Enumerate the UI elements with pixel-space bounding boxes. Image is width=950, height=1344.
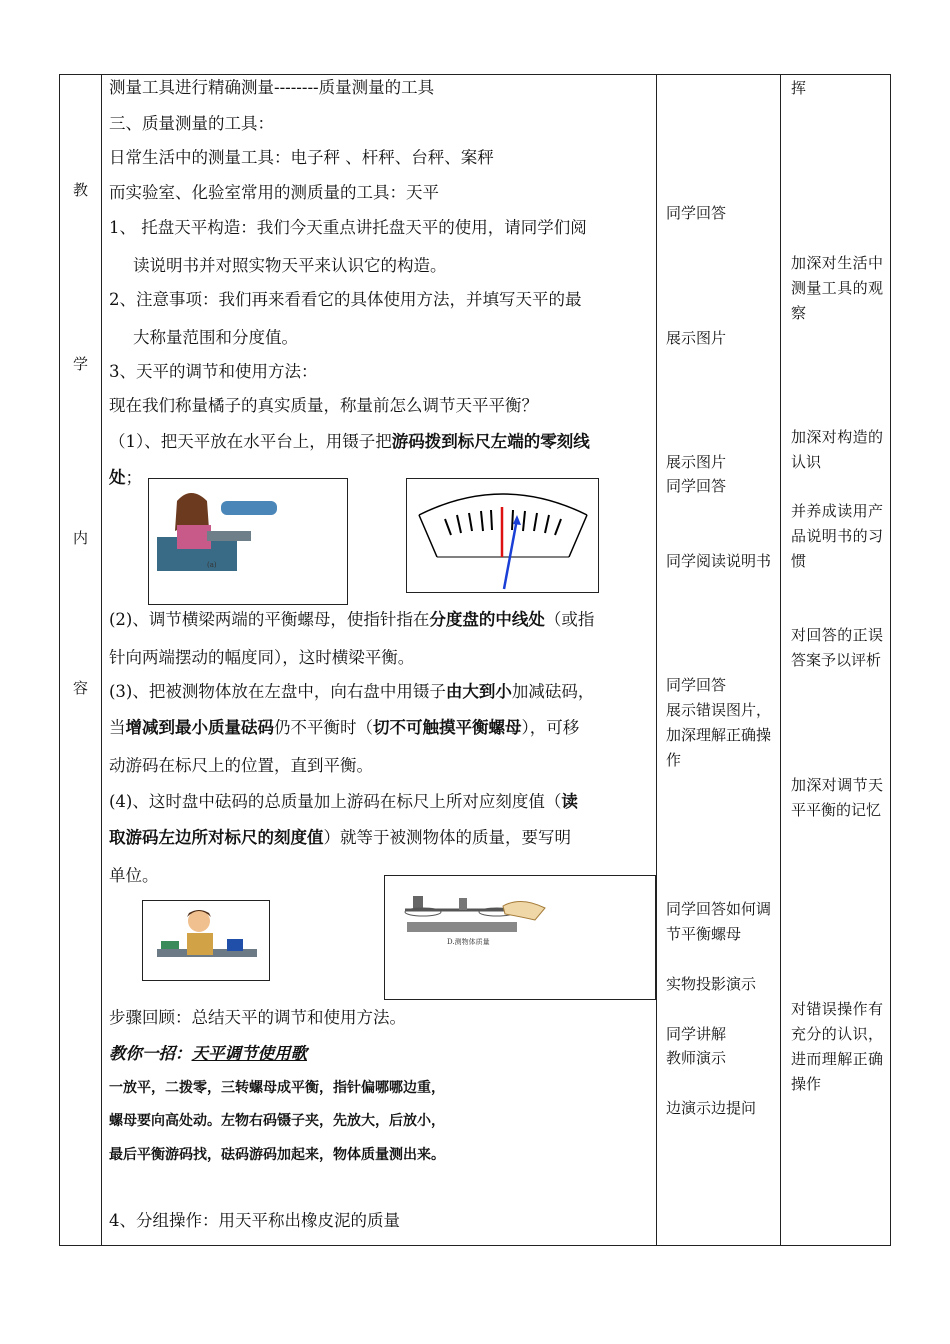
dial-tick [445, 519, 451, 535]
intent-note: 对错误操作有充分的认识，进而理解正确操作 [791, 1000, 883, 1093]
figure-measure-object [384, 875, 656, 1000]
activity-note: 同学回答 [666, 477, 727, 495]
song-verse: 一放平，二拨零，三转螺母成平衡，指针偏哪哪边重， [109, 1080, 445, 1096]
girl-balance-illustration [149, 479, 348, 605]
step-2 [109, 607, 594, 633]
step-4 [109, 789, 578, 815]
pointer-tip [513, 515, 521, 525]
text-span: （或指 [544, 610, 595, 629]
column-divider [780, 75, 781, 1245]
step-3 [109, 679, 594, 705]
figure-dial [406, 478, 599, 593]
boy-balance-illustration [143, 901, 270, 981]
section-label-char: 内 [72, 529, 88, 547]
text-span: 当 [109, 718, 126, 737]
section-heading: 三、质量测量的工具： [109, 114, 274, 133]
emphasis-text: 读 [561, 792, 578, 811]
dial-tick [545, 515, 549, 533]
balance-pillar [459, 898, 467, 910]
text-span: ）就等于被测物体的质量，要写明 [323, 828, 571, 847]
dial-tick [534, 513, 537, 531]
activity-note: 展示图片 [666, 329, 727, 347]
activity-note: 同学讲解 [666, 1025, 727, 1043]
column-divider [656, 75, 657, 1245]
activity-note: 同学回答 [666, 204, 727, 222]
tip-title: 天平调节使用歌 [191, 1044, 307, 1063]
content-line: 日常生活中的测量工具：电子秤 、杆秤、台秤、案秤 [109, 148, 494, 167]
intent-note: 挥 [791, 79, 807, 97]
activity-note: 同学回答 [666, 676, 727, 694]
emphasis-text: 取游码左边所对标尺的刻度值 [109, 828, 324, 847]
blue-book [227, 939, 243, 951]
weight-tray [161, 941, 179, 949]
text-span: ； [125, 468, 142, 487]
song-verse: 螺母要向高处动。左物右码镊子夹，先放大，后放小， [109, 1113, 445, 1129]
activity-note: 边演示边提问 [666, 1099, 757, 1117]
content-line: 大称量范围和分度值。 [133, 328, 298, 347]
hand-with-tweezers [503, 901, 545, 920]
intent-note: 并养成读用产品说明书的习惯 [791, 502, 883, 570]
dial-tick [555, 519, 561, 535]
emphasis-text: 切不可触摸平衡螺母 [373, 718, 522, 737]
step-4-cont [109, 825, 571, 851]
dial-tick [523, 511, 525, 531]
intent-note: 加深对调节天平平衡的记忆 [791, 776, 883, 819]
dial-edge [569, 515, 587, 557]
dial-tick [512, 510, 513, 530]
figure-girl-balance [148, 478, 348, 605]
intent-note: 加深对生活中测量工具的观察 [791, 254, 883, 322]
activity-note: 教师演示 [666, 1049, 727, 1067]
tip-heading [109, 1041, 307, 1067]
shirt-shape [177, 525, 211, 549]
emphasis-text: 游码拨到标尺左端的零刻线 [391, 432, 590, 451]
activity-note: 同学阅读说明书 [666, 552, 772, 570]
dial-edge [419, 515, 437, 557]
emphasis-text: 分度盘的中线处 [429, 610, 545, 629]
balance-beam [207, 531, 251, 541]
text-span: (2)、调节横梁两端的平衡螺母，使指针指在 [109, 610, 430, 629]
content-line: 测量工具进行精确测量--------质量测量的工具 [109, 78, 435, 97]
text-span: ），可移 [521, 718, 580, 737]
dial-tick [469, 513, 472, 531]
content-line: 现在我们称量橘子的真实质量，称量前怎么调节天平平衡？ [109, 396, 538, 415]
step-2-cont: 针向两端摆动的幅度同），这时横梁平衡。 [109, 648, 415, 667]
song-verse: 最后平衡游码找，砝码游码加起来，物体质量测出来。 [109, 1147, 445, 1163]
section-label-char: 学 [72, 355, 88, 373]
measure-object-illustration [385, 876, 656, 1000]
tip-prefix: 教你一招： [109, 1044, 192, 1063]
section-label-column [60, 75, 101, 1245]
text-span: （1）、把天平放在水平台上，用镊子把 [109, 432, 392, 451]
activity-note: 展示图片 [666, 453, 727, 471]
review-line: 步骤回顾：总结天平的调节和使用方法。 [109, 1008, 406, 1027]
intent-note: 加深对构造的认识 [791, 428, 883, 471]
intent-note: 对回答的正误答案予以评析 [791, 626, 883, 669]
content-line: 1、 托盘天平构造：我们今天重点讲托盘天平的使用，请同学们阅 [109, 218, 587, 237]
dial-tick [491, 510, 492, 530]
text-span: (4)、这时盘中砝码的总质量加上游码在标尺上所对应刻度值（ [109, 792, 562, 811]
text-span: (3)、把被测物体放在左盘中，向右盘中用镊子 [109, 682, 446, 701]
figure-caption: (a) [207, 561, 217, 569]
section-label-char: 教 [72, 181, 88, 199]
step-3-cont: 动游码在标尺上的位置，直到平衡。 [109, 756, 373, 775]
content-line: 读说明书并对照实物天平来认识它的构造。 [133, 256, 447, 275]
section-label-char: 容 [72, 679, 88, 697]
emphasis-text: 处 [109, 468, 126, 487]
figure-caption: D.测物体质量 [447, 938, 490, 946]
step-4-cont: 单位。 [109, 866, 159, 885]
activity-note: 实物投影演示 [666, 975, 757, 993]
lesson-table [59, 74, 891, 1246]
emphasis-text: 由大到小 [445, 682, 512, 701]
balance-base [407, 922, 517, 932]
step-1 [109, 429, 590, 455]
content-line: 而实验室、化验室常用的测质量的工具：天平 [109, 183, 439, 202]
speech-bubble [221, 501, 277, 515]
text-span: 仍不平衡时（ [274, 718, 373, 737]
activity-note: 同学回答如何调节平衡螺母 [666, 900, 772, 943]
dial-tick [457, 515, 461, 533]
group-operation: 4、分组操作：用天平称出橡皮泥的质量 [109, 1211, 400, 1230]
text-span: 加减砝码， [511, 682, 595, 701]
step-1-cont [109, 465, 142, 491]
pointer-needle [504, 519, 517, 589]
column-divider [101, 75, 102, 1245]
dial-tick [481, 511, 483, 531]
step-3-cont [109, 715, 579, 741]
emphasis-text: 增减到最小质量砝码 [125, 718, 274, 737]
content-line: 2、注意事项：我们再来看看它的具体使用方法，并填写天平的最 [109, 290, 582, 309]
shirt-shape [187, 933, 213, 955]
activity-note: 展示错误图片，加深理解正确操作 [666, 701, 772, 769]
figure-boy-balance [142, 900, 270, 981]
content-line: 3、天平的调节和使用方法： [109, 362, 318, 381]
dial-illustration [407, 479, 599, 593]
